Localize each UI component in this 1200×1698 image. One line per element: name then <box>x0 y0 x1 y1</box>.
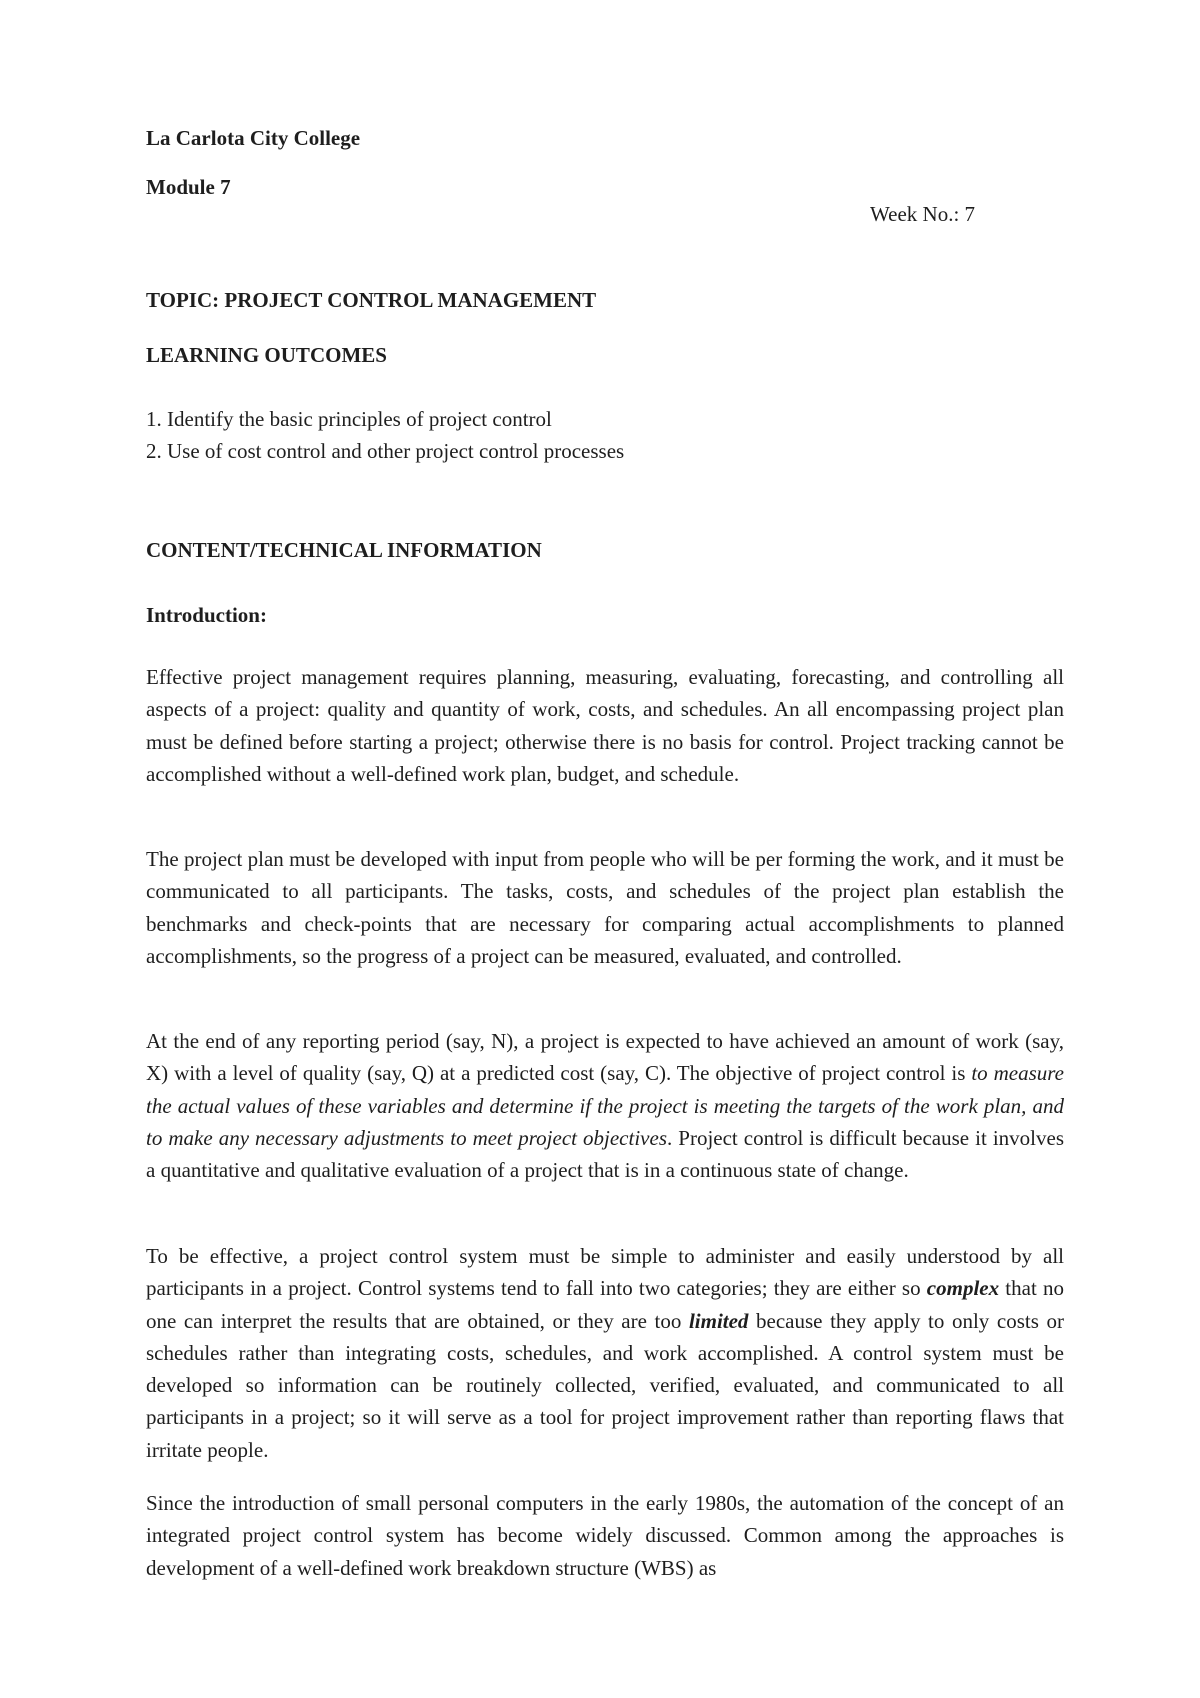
content-heading: CONTENT/TECHNICAL INFORMATION <box>146 538 542 562</box>
paragraph-1: Effective project management requires planning, measuring, evaluating, forecasting, and controlling all aspects of a project: quality and quantity of work, costs, and schedules. An all encompassing project plan must be defined before starting a project; otherwise there is no basis for control. Project tracking cannot be accomplished without a well-defined work plan, budget, and schedule. <box>146 665 1064 786</box>
introduction-heading: Introduction: <box>146 603 267 627</box>
paragraph-5: Since the introduction of small personal computers in the early 1980s, the automation of the concept of an integrated project control system has become widely discussed. Common among the approaches is development of a well-defined work breakdown structure (WBS) as <box>146 1491 1064 1580</box>
week-number: Week No.: 7 <box>870 202 976 226</box>
paragraph-4-start: To be effective, a project control system must be simple to administer and easily understood by all participants in a project. Control systems tend to fall into two categories; they are either so <box>146 1244 1064 1301</box>
paragraph-3-start: At the end of any reporting period (say, N), a project is expected to have achieved an amount of work (say, X) with a level of quality (say, Q) at a predicted cost (say, C). The objective of project control is <box>146 1029 1064 1086</box>
emphasis-complex: complex <box>926 1276 1000 1301</box>
paragraph-4-end: because they apply to only costs or schedules rather than integrating costs, schedules, and work accomplished. A control system must be developed so information can be routinely collected, verified, evaluated, and communicated to all participants in a project; so it will serve as a tool for project improvement rather than reporting flaws that irritate people. <box>146 1308 1064 1462</box>
paragraph-2: The project plan must be developed with input from people who will be per forming the work, and it must be communicated to all participants. The tasks, costs, and schedules of the project plan establish the benchmarks and check-points that are necessary for comparing actual accomplishments to planned accomplishments, so the progress of a project can be measured, evaluated, and controlled. <box>146 847 1064 968</box>
college-name: La Carlota City College <box>146 126 361 150</box>
learning-outcome-item: 2. Use of cost control and other project control processes <box>146 439 625 463</box>
paragraph-3 <box>146 1025 1064 1186</box>
paragraph-3-italic: to measure the actual values of these variables and determine if the project is meeting the targets of the work plan, and to make any necessary adjustments to meet project objectives <box>146 1061 1064 1150</box>
emphasis-limited: limited <box>688 1308 749 1333</box>
topic-heading: TOPIC: PROJECT CONTROL MANAGEMENT <box>146 288 597 312</box>
module-label: Module 7 <box>146 175 231 199</box>
learning-outcomes-heading: LEARNING OUTCOMES <box>146 343 387 367</box>
paragraph-4 <box>146 1240 1064 1466</box>
learning-outcome-item: 1. Identify the basic principles of project control <box>146 407 552 431</box>
paragraph-3-end: . Project control is difficult because it involves a quantitative and qualitative evaluation of a project that is in a continuous state of change. <box>146 1125 1064 1183</box>
paragraph-4-mid: that no one can interpret the results that are obtained, or they are too <box>146 1276 1064 1333</box>
